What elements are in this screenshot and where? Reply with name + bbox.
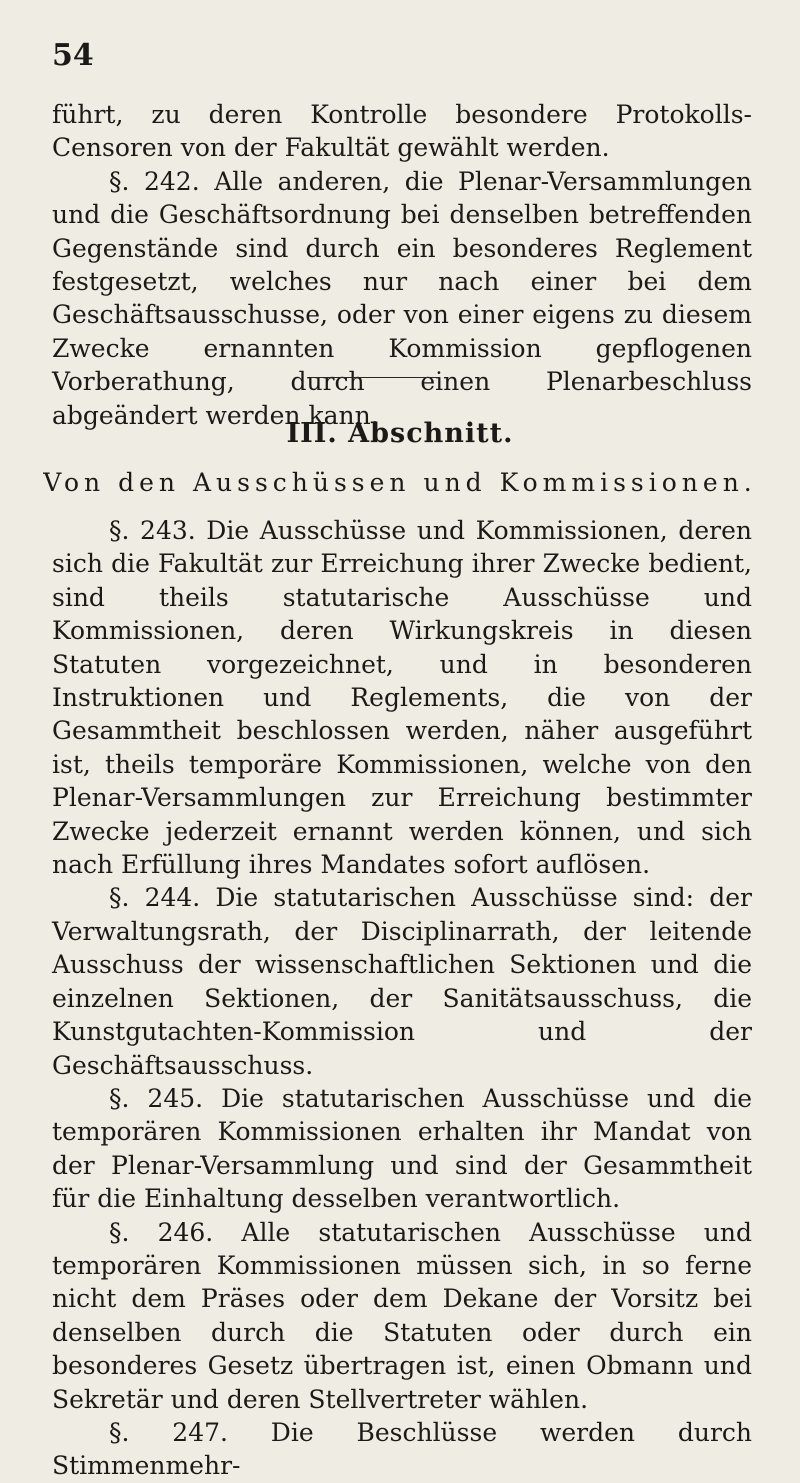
paragraph-section-243: §. 243. Die Ausschüsse und Kommissionen, deren sich die Fakultät zur Erreichung ihrer Zwecke bedient, sind theils statutarische Ausschüsse und Kommissionen, deren Wirkungskreis in diesen Statuten vorgezeichnet, und in besonderen Instruktionen und Reglements, die von der Gesammtheit beschlossen werden, näher ausgeführt ist, theils temporäre Kommissionen, welche von den Plenar-Versammlungen zur Erreichung bestimmter Zwecke jederzeit ernannt werden können, und sich nach Erfüllung ihres Mandates sofort auflösen. — [52, 516, 752, 880]
page-number: 54 — [52, 38, 94, 73]
section-subtitle: Von den Ausschüssen und Kommissionen. — [43, 468, 757, 497]
paragraph-continuation: führt, zu deren Kontrolle besondere Protokolls-Censoren von der Fakultät gewählt werden. — [52, 100, 752, 163]
paragraph-section-245: §. 245. Die statutarischen Ausschüsse und die temporären Kommissionen erhalten ihr Mandat von der Plenar-Versammlung und sind der Gesammtheit für die Einhaltung desselben verantwortlich. — [52, 1083, 752, 1214]
text-block-bottom — [52, 514, 752, 1483]
paragraph-section-246: §. 246. Alle statutarischen Ausschüsse und temporären Kommissionen müssen sich, in so ferne nicht dem Präses oder dem Dekane der Vorsitz bei denselben durch die Statuten oder durch ein besonderes Gesetz übertragen ist, einen Obmann und Sekretär und deren Stellvertreter wählen. — [52, 1217, 752, 1414]
text-block-top — [52, 98, 752, 432]
section-divider — [310, 377, 440, 378]
paragraph-section-247: §. 247. Die Beschlüsse werden durch Stimmenmehr- — [52, 1417, 752, 1481]
section-heading: III. Abschnitt. — [286, 418, 514, 449]
paragraph-section-242: §. 242. Alle anderen, die Plenar-Versammlungen und die Geschäftsordnung bei denselben betreffenden Gegenstände sind durch ein besonderes Reglement festgesetzt, welches nur nach einer bei dem Geschäftsausschusse, oder von einer eigens zu diesem Zwecke ernannten Kommission gepflogenen Vorberathung, durch einen Plenarbeschluss abgeändert werden kann. — [52, 166, 752, 430]
paragraph-section-244: §. 244. Die statutarischen Ausschüsse sind: der Verwaltungsrath, der Disciplinarrath, der leitende Ausschuss der wissenschaftlichen Sektionen und die einzelnen Sektionen, der Sanitätsausschuss, die Kunstgutachten-Kommission und der Geschäftsausschuss. — [52, 883, 752, 1080]
